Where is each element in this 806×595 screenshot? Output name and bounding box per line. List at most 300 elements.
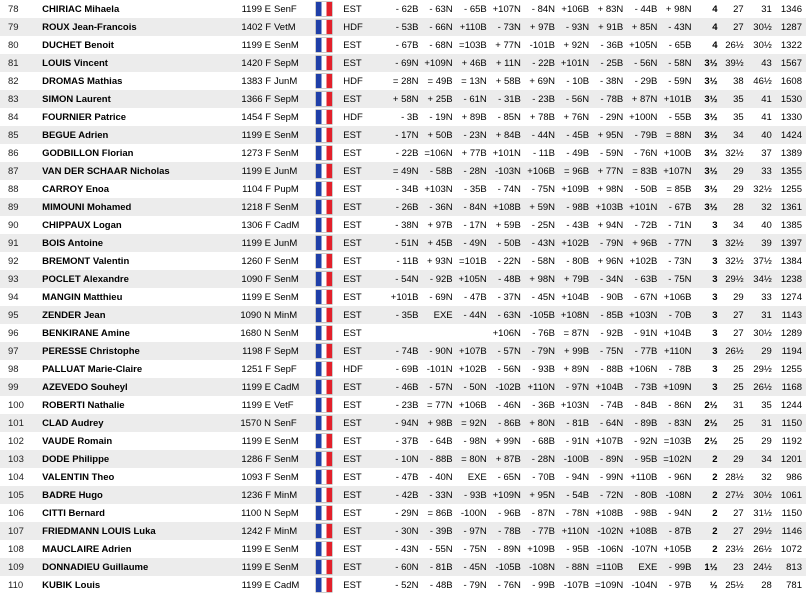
- table-row: [0, 36, 806, 54]
- round-result-4: -105B: [495, 561, 521, 573]
- round-result-5: - 58N: [531, 255, 556, 267]
- flag-cell: [313, 324, 341, 342]
- table-row: [0, 432, 806, 450]
- round-result-6: - 95B: [566, 543, 590, 555]
- player-name-link[interactable]: BREMONT Valentin: [42, 255, 130, 267]
- round-result-4: - 73N: [497, 21, 521, 33]
- rank-cell: 99: [8, 381, 19, 393]
- round-result-3: - 75N: [463, 543, 487, 555]
- table-row: [0, 486, 806, 504]
- elo-cell: 1199 E: [241, 129, 271, 141]
- round-result-6: - 10B: [566, 75, 590, 87]
- player-name-link[interactable]: DUCHET Benoit: [42, 39, 114, 51]
- table-row: [0, 306, 806, 324]
- tiebreak-2-cell: 32: [761, 201, 772, 213]
- tiebreak-1-cell: 38: [733, 75, 744, 87]
- round-result-4: - 50B: [498, 237, 521, 249]
- round-result-5: - 28N: [531, 453, 556, 465]
- round-result-2: = 86B: [427, 507, 453, 519]
- flag-cell: [313, 288, 341, 306]
- category-cell: SenM: [274, 327, 299, 339]
- player-name-link[interactable]: DODE Philippe: [42, 453, 110, 465]
- league-cell: EST: [343, 273, 362, 285]
- flag-cell: [313, 252, 341, 270]
- league-cell: EST: [343, 309, 362, 321]
- player-name-link[interactable]: DONNADIEU Guillaume: [42, 561, 149, 573]
- player-name-link[interactable]: BOIS Antoine: [42, 237, 104, 249]
- flag-cell: [313, 36, 341, 54]
- round-result-1: - 51N: [395, 237, 419, 249]
- player-name-link[interactable]: MANGIN Matthieu: [42, 291, 123, 303]
- category-cell: SepM: [274, 111, 299, 123]
- round-result-6: - 80B: [566, 255, 590, 267]
- round-result-2: [420, 324, 454, 342]
- round-result-3: EXE: [467, 471, 487, 483]
- player-name-link[interactable]: CLAD Audrey: [42, 417, 104, 429]
- elo-cell: 1260 F: [241, 255, 271, 267]
- rank-cell: 80: [8, 39, 19, 51]
- flag-cell: [313, 378, 341, 396]
- tiebreak-1-cell: 29: [733, 165, 744, 177]
- round-result-6: - 54B: [566, 489, 590, 501]
- round-result-9: - 65B: [668, 39, 692, 51]
- round-result-5: +109B: [527, 543, 556, 555]
- tiebreak-2-cell: 31: [761, 417, 772, 429]
- league-cell: EST: [343, 219, 362, 231]
- performance-cell: 1255: [780, 183, 802, 195]
- table-row: [0, 504, 806, 522]
- round-result-9: - 58N: [668, 57, 692, 69]
- round-result-1: + 58N: [392, 93, 419, 105]
- round-result-4: + 87B: [495, 453, 521, 465]
- league-cell: EST: [343, 561, 362, 573]
- player-name-link[interactable]: DROMAS Mathias: [42, 75, 123, 87]
- category-cell: SenM: [274, 147, 299, 159]
- league-cell: HDF: [343, 363, 363, 375]
- round-result-8: + 85N: [631, 21, 658, 33]
- tiebreak-1-cell: 27: [733, 327, 744, 339]
- points-cell: 2½: [704, 417, 718, 429]
- player-name-link[interactable]: FRIEDMANN LOUIS Luka: [42, 525, 156, 537]
- tiebreak-2-cell: 30½: [753, 39, 772, 51]
- rank-cell: 86: [8, 147, 19, 159]
- round-result-7: - 25B: [600, 57, 624, 69]
- round-result-3: - 49N: [463, 237, 487, 249]
- player-name-link[interactable]: PALLUAT Marie-Claire: [42, 363, 143, 375]
- round-result-1: - 53B: [395, 21, 419, 33]
- rank-cell: 108: [8, 543, 24, 555]
- flag-cell: [313, 54, 341, 72]
- round-result-8: - 79B: [634, 129, 658, 141]
- tiebreak-2-cell: 28: [761, 579, 772, 591]
- round-result-3: =103B: [459, 39, 487, 51]
- france-flag-icon: [316, 74, 332, 88]
- elo-cell: 1570 N: [240, 417, 271, 429]
- performance-cell: 1355: [780, 165, 802, 177]
- france-flag-icon: [316, 290, 332, 304]
- tiebreak-2-cell: 41: [761, 93, 772, 105]
- round-result-9: - 70B: [668, 309, 692, 321]
- round-result-1: = 49N: [392, 165, 419, 177]
- france-flag-icon: [316, 272, 332, 286]
- league-cell: EST: [343, 3, 362, 15]
- player-name-link[interactable]: VALENTIN Theo: [42, 471, 115, 483]
- round-result-6: - 56N: [565, 93, 590, 105]
- round-result-9: - 86N: [668, 399, 692, 411]
- tiebreak-2-cell: 24½: [753, 561, 772, 573]
- round-result-1: - 26B: [395, 201, 419, 213]
- round-result-8: - 80B: [634, 489, 658, 501]
- round-result-4: - 48B: [498, 273, 521, 285]
- round-result-4: - 22N: [497, 255, 521, 267]
- round-result-5: + 80N: [529, 417, 556, 429]
- round-result-9: - 77N: [668, 237, 692, 249]
- tiebreak-1-cell: 27: [733, 3, 744, 15]
- round-result-2: - 19N: [429, 111, 453, 123]
- round-result-6: + 76N: [563, 111, 590, 123]
- round-result-7: - 59N: [600, 147, 624, 159]
- league-cell: EST: [343, 327, 362, 339]
- round-result-2: + 25B: [427, 93, 453, 105]
- points-cell: 2: [712, 507, 718, 519]
- round-result-5: - 36B: [532, 399, 556, 411]
- player-name-link[interactable]: FOURNIER Patrice: [42, 111, 127, 123]
- category-cell: SenM: [274, 453, 299, 465]
- round-result-7: - 88B: [600, 363, 624, 375]
- round-result-8: -104N: [631, 579, 658, 591]
- points-cell: ½: [709, 579, 718, 591]
- points-cell: 3: [712, 381, 718, 393]
- round-result-8: +105N: [629, 39, 658, 51]
- rank-cell: 89: [8, 201, 19, 213]
- round-result-1: - 17N: [395, 129, 419, 141]
- round-result-9: - 78B: [668, 363, 692, 375]
- round-result-6: +110N: [561, 525, 590, 537]
- player-name-link[interactable]: CHIPPAUX Logan: [42, 219, 122, 231]
- round-result-5: -105B: [529, 309, 556, 321]
- france-flag-icon: [316, 344, 332, 358]
- france-flag-icon: [316, 452, 332, 466]
- france-flag-icon: [316, 380, 332, 394]
- round-result-5: - 93B: [532, 363, 556, 375]
- round-result-4: +109N: [492, 489, 521, 501]
- france-flag-icon: [316, 200, 332, 214]
- flag-cell: [313, 396, 341, 414]
- player-name-link[interactable]: ZENDER Jean: [42, 309, 106, 321]
- rank-cell: 103: [8, 453, 24, 465]
- round-result-8: - 91N: [634, 327, 658, 339]
- flag-cell: [313, 504, 341, 522]
- points-cell: 2½: [704, 435, 718, 447]
- round-result-1: - 35B: [395, 309, 419, 321]
- performance-cell: 1061: [780, 489, 802, 501]
- round-result-6: +102B: [561, 237, 590, 249]
- table-row: [0, 468, 806, 486]
- round-result-3: - 35B: [464, 183, 487, 195]
- tiebreak-2-cell: 30½: [753, 327, 772, 339]
- player-name-link[interactable]: KUBIK Louis: [42, 579, 101, 591]
- france-flag-icon: [316, 470, 332, 484]
- flag-cell: [313, 162, 341, 180]
- round-result-9: - 71N: [668, 219, 692, 231]
- round-result-2: +103N: [424, 183, 453, 195]
- player-name-link[interactable]: GODBILLON Florian: [42, 147, 134, 159]
- player-name-link[interactable]: VAN DER SCHAAR Nicholas: [42, 165, 170, 177]
- round-result-6: - 91N: [565, 435, 590, 447]
- league-cell: EST: [343, 417, 362, 429]
- round-result-5: + 59N: [529, 201, 556, 213]
- elo-cell: 1199 E: [241, 561, 271, 573]
- round-result-1: - 74B: [395, 345, 419, 357]
- league-cell: EST: [343, 147, 362, 159]
- round-result-9: =103B: [663, 435, 692, 447]
- elo-cell: 1199 E: [241, 237, 271, 249]
- points-cell: 3: [712, 255, 718, 267]
- round-result-5: + 97B: [529, 21, 556, 33]
- player-name-link[interactable]: BADRE Hugo: [42, 489, 103, 501]
- flag-cell: [313, 108, 341, 126]
- player-name-link[interactable]: CITTI Bernard: [42, 507, 105, 519]
- league-cell: EST: [343, 543, 362, 555]
- table-row: [0, 72, 806, 90]
- performance-cell: 1150: [781, 417, 802, 429]
- france-flag-icon: [316, 146, 332, 160]
- round-result-6: -107B: [563, 579, 590, 591]
- league-cell: HDF: [343, 75, 363, 87]
- round-result-7: =109N: [595, 579, 624, 591]
- round-result-1: - 3B: [401, 111, 419, 123]
- flag-cell: [313, 432, 341, 450]
- round-result-2: + 50B: [427, 129, 453, 141]
- france-flag-icon: [316, 182, 332, 196]
- points-cell: 4: [712, 3, 718, 15]
- category-cell: MinM: [274, 525, 298, 537]
- player-name-link[interactable]: ROUX Jean-Francois: [42, 21, 137, 33]
- table-row: [0, 342, 806, 360]
- round-result-2: + 98B: [427, 417, 453, 429]
- table-row: [0, 216, 806, 234]
- tiebreak-2-cell: 33: [761, 291, 772, 303]
- round-result-7: -102N: [597, 525, 624, 537]
- elo-cell: 1199 E: [241, 39, 271, 51]
- round-result-9: +100B: [663, 147, 692, 159]
- round-result-8: - 44B: [634, 3, 658, 15]
- league-cell: EST: [343, 129, 362, 141]
- round-result-1: - 37B: [395, 435, 419, 447]
- rank-cell: 92: [8, 255, 19, 267]
- points-cell: 3: [712, 237, 718, 249]
- round-result-3: - 23N: [463, 129, 487, 141]
- performance-cell: 781: [786, 579, 802, 591]
- tiebreak-2-cell: 39: [761, 237, 772, 249]
- elo-cell: 1199 E: [241, 381, 271, 393]
- elo-cell: 1236 F: [241, 489, 271, 501]
- round-result-4: -102B: [495, 381, 521, 393]
- league-cell: EST: [343, 345, 362, 357]
- round-result-3: +107B: [459, 345, 487, 357]
- france-flag-icon: [316, 218, 332, 232]
- flag-cell: [313, 450, 341, 468]
- round-result-2: + 97B: [427, 219, 453, 231]
- table-row: [0, 252, 806, 270]
- round-result-9: -108N: [665, 489, 692, 501]
- performance-cell: 1244: [780, 399, 802, 411]
- tiebreak-1-cell: 35: [733, 93, 744, 105]
- league-cell: EST: [343, 507, 362, 519]
- category-cell: SepM: [274, 93, 299, 105]
- rank-cell: 84: [8, 111, 19, 123]
- player-name-link[interactable]: CHIRIAC Mihaela: [42, 3, 120, 15]
- tiebreak-2-cell: 29: [761, 435, 772, 447]
- round-result-4: - 46N: [497, 399, 521, 411]
- category-cell: SenM: [274, 129, 299, 141]
- round-result-5: -108N: [529, 561, 556, 573]
- round-result-7: + 91B: [598, 21, 624, 33]
- table-row: [0, 576, 806, 594]
- performance-cell: 1274: [780, 291, 802, 303]
- round-result-6: - 49B: [566, 147, 590, 159]
- tiebreak-1-cell: 25½: [725, 579, 744, 591]
- player-name-link[interactable]: AZEVEDO Souheyl: [42, 381, 128, 393]
- flag-cell: [313, 72, 341, 90]
- league-cell: EST: [343, 165, 362, 177]
- round-result-7: - 74B: [600, 399, 624, 411]
- round-result-9: +106B: [663, 291, 692, 303]
- round-result-4: +101N: [492, 147, 521, 159]
- round-result-9: - 87B: [668, 525, 692, 537]
- round-result-2: - 33N: [429, 489, 453, 501]
- performance-cell: 1608: [780, 75, 802, 87]
- round-result-7: +107B: [595, 435, 624, 447]
- round-result-3: = 92N: [461, 417, 487, 429]
- player-name-link[interactable]: MAUCLAIRE Adrien: [42, 543, 132, 555]
- league-cell: EST: [343, 183, 362, 195]
- category-cell: SenF: [274, 417, 297, 429]
- rank-cell: 88: [8, 183, 19, 195]
- player-name-link[interactable]: PERESSE Christophe: [42, 345, 140, 357]
- round-result-7: - 92B: [600, 327, 624, 339]
- player-name-link[interactable]: BEGUE Adrien: [42, 129, 109, 141]
- tiebreak-2-cell: 31: [761, 309, 772, 321]
- performance-cell: 1330: [780, 111, 802, 123]
- round-result-7: + 94N: [597, 219, 624, 231]
- performance-cell: 1424: [780, 129, 802, 141]
- round-result-9: = 88N: [665, 129, 692, 141]
- round-result-1: - 30N: [395, 525, 419, 537]
- round-result-6: - 81B: [566, 417, 590, 429]
- round-result-3: - 65B: [464, 3, 487, 15]
- points-cell: 3½: [704, 201, 718, 213]
- flag-cell: [313, 342, 341, 360]
- player-name-link[interactable]: VAUDE Romain: [42, 435, 113, 447]
- points-cell: 2: [712, 543, 718, 555]
- round-result-7: + 95N: [597, 129, 624, 141]
- france-flag-icon: [316, 164, 332, 178]
- round-result-8: +110B: [630, 471, 658, 483]
- round-result-5: + 95N: [529, 489, 556, 501]
- elo-cell: 1199 E: [241, 435, 271, 447]
- elo-cell: 1090 F: [241, 273, 271, 285]
- round-result-8: - 73B: [634, 381, 658, 393]
- france-flag-icon: [316, 38, 332, 52]
- player-name-link[interactable]: MIMOUNI Mohamed: [42, 201, 132, 213]
- elo-cell: 1104 F: [242, 183, 271, 195]
- round-result-1: - 67B: [395, 39, 419, 51]
- elo-cell: 1680 N: [240, 327, 271, 339]
- tiebreak-1-cell: 27½: [725, 489, 744, 501]
- round-result-9: - 43N: [668, 21, 692, 33]
- table-row: [0, 558, 806, 576]
- player-name-link[interactable]: SIMON Laurent: [42, 93, 111, 105]
- tiebreak-2-cell: 29½: [753, 363, 772, 375]
- round-result-2: - 39B: [429, 525, 453, 537]
- round-result-5: - 99B: [532, 579, 556, 591]
- round-result-6: + 92N: [563, 39, 590, 51]
- tiebreak-2-cell: 26½: [753, 543, 772, 555]
- points-cell: 3: [712, 291, 718, 303]
- performance-cell: 1287: [780, 21, 802, 33]
- round-result-5: - 11B: [533, 147, 556, 159]
- round-result-5: - 45N: [531, 291, 556, 303]
- tiebreak-2-cell: 37½: [753, 255, 772, 267]
- round-result-1: - 69N: [395, 57, 419, 69]
- france-flag-icon: [316, 578, 332, 592]
- round-result-7: - 38N: [600, 75, 624, 87]
- tiebreak-2-cell: 32: [761, 471, 772, 483]
- league-cell: EST: [343, 57, 362, 69]
- performance-cell: 1150: [781, 507, 802, 519]
- round-result-4: - 57N: [497, 345, 521, 357]
- round-result-9: =102N: [663, 453, 692, 465]
- round-result-2: -101N: [426, 363, 453, 375]
- flag-cell: [313, 0, 341, 18]
- round-result-9: - 83N: [668, 417, 692, 429]
- round-result-2: = 77N: [427, 399, 453, 411]
- elo-cell: 1199 E: [241, 165, 271, 177]
- tiebreak-2-cell: 30½: [753, 489, 772, 501]
- category-cell: SenM: [274, 561, 299, 573]
- round-result-2: - 58B: [429, 165, 453, 177]
- round-result-2: - 63N: [429, 3, 453, 15]
- category-cell: JunM: [274, 237, 298, 249]
- points-cell: 2: [712, 453, 718, 465]
- flag-cell: [313, 18, 341, 36]
- player-name-link[interactable]: CARROY Enoa: [42, 183, 110, 195]
- round-result-9: - 73N: [668, 255, 692, 267]
- player-name-link[interactable]: ROBERTI Nathalie: [42, 399, 125, 411]
- round-result-2: - 55N: [429, 543, 453, 555]
- player-name-link[interactable]: BENKIRANE Amine: [42, 327, 130, 339]
- table-row: [0, 90, 806, 108]
- player-name-link[interactable]: POCLET Alexandre: [42, 273, 129, 285]
- round-result-6: +104B: [561, 291, 590, 303]
- france-flag-icon: [316, 20, 332, 34]
- category-cell: SenM: [274, 39, 299, 51]
- player-name-link[interactable]: LOUIS Vincent: [42, 57, 108, 69]
- round-result-1: - 94N: [395, 417, 419, 429]
- round-result-5: - 70B: [532, 471, 556, 483]
- round-result-8: +101N: [629, 201, 658, 213]
- category-cell: SenM: [274, 201, 299, 213]
- france-flag-icon: [316, 506, 332, 520]
- round-result-8: - 77B: [634, 345, 658, 357]
- category-cell: JunM: [274, 75, 298, 87]
- category-cell: SenM: [274, 543, 299, 555]
- elo-cell: 1286 F: [241, 453, 271, 465]
- tiebreak-2-cell: 37: [761, 147, 772, 159]
- table-row: [0, 324, 806, 342]
- elo-cell: 1454 F: [241, 111, 271, 123]
